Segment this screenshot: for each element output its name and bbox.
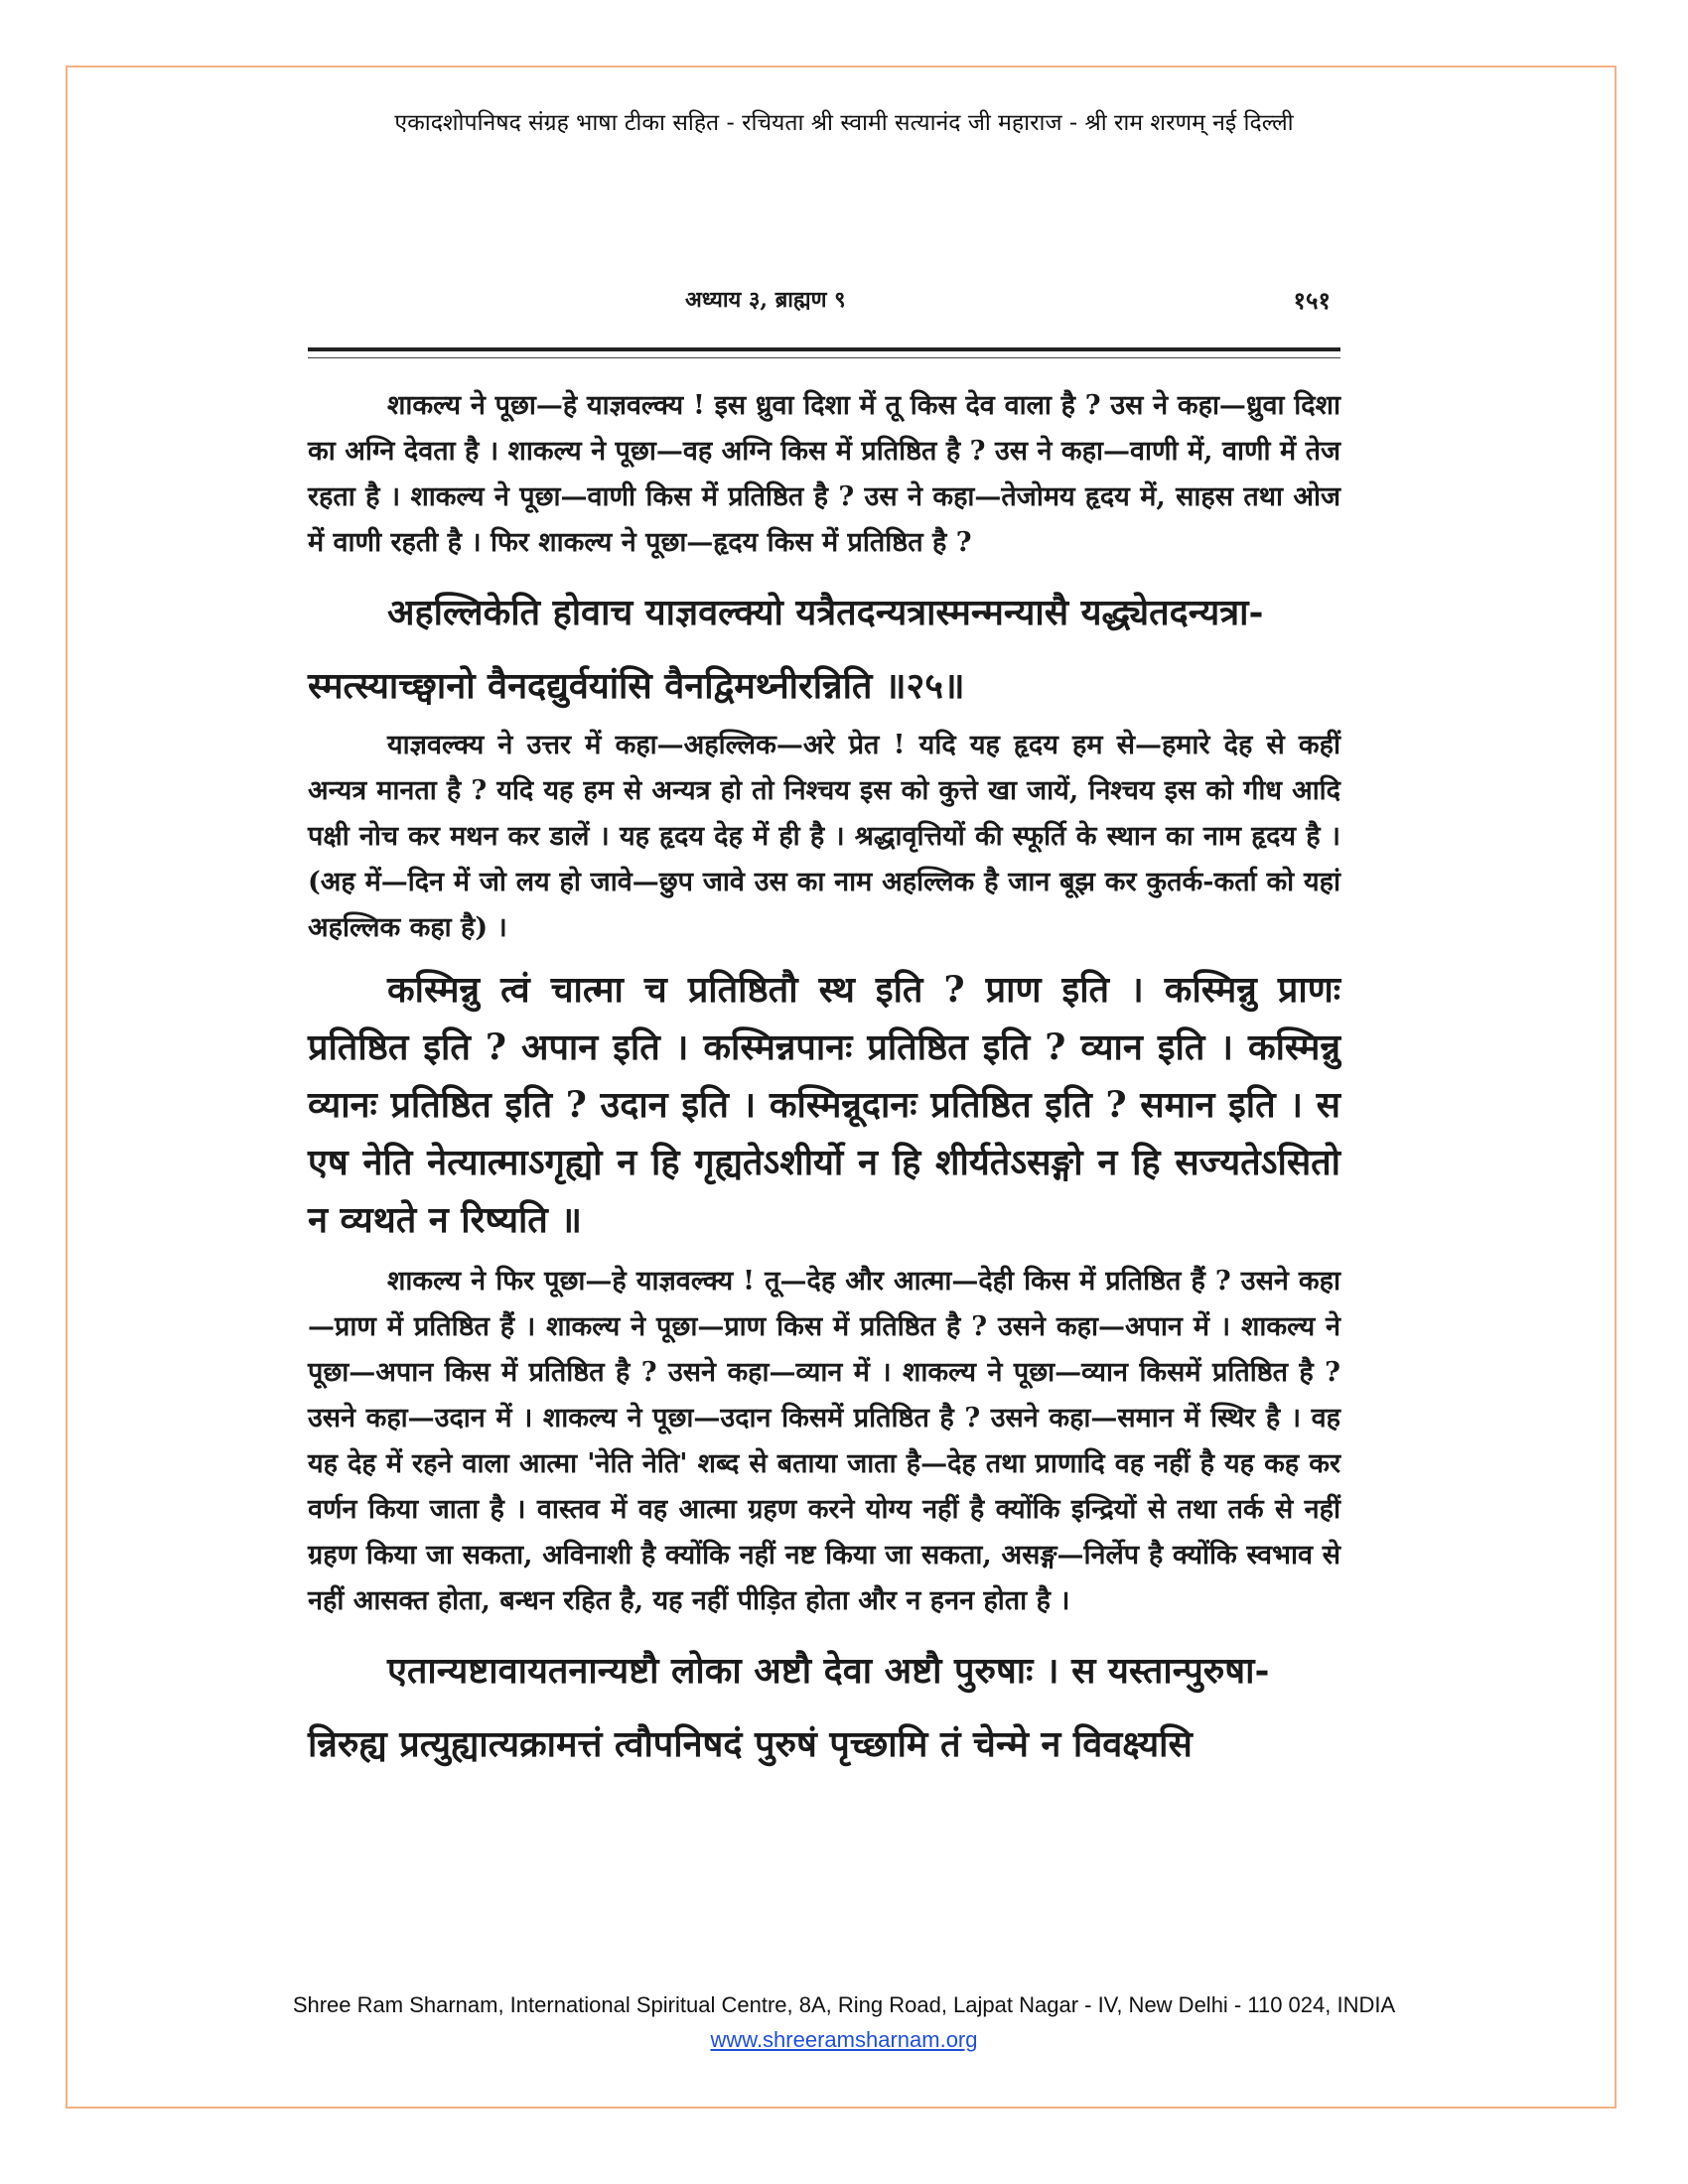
sanskrit-verse-line: स्मत्स्याच्छ्वानो वैनदद्युर्वयांसि वैनद्विमथ्नीरन्निति ॥२५॥ <box>308 665 965 707</box>
header-rule-thick <box>308 347 1340 351</box>
commentary-paragraph: याज्ञवल्क्य ने उत्तर में कहा—अहल्लिक—अरे प्रेत ! यदि यह हृदय हम से—हमारे देह से कहीं अन्यत्र मानता है ? यदि यह हम से अन्यत्र हो तो निश्चय इस को कुत्ते खा जायें, निश्चय इस को गीध आदि पक्षी नोच कर मथन कर डालें । यह हृदय देह में ही है । श्रद्धावृत्तियों की स्फूर्ति के स्थान का नाम हृदय है । (अह में—दिन में जो लय हो जावे—छुप जावे उस का नाम अहल्लिक है जान बूझ कर कुतर्क-कर्ता को यहां अहल्लिक कहा है) । <box>308 730 1340 943</box>
running-head: अध्याय ३, ब्राह्मण ९ <box>685 287 846 313</box>
sanskrit-verse-line: न्निरुह्य प्रत्युह्यात्यक्रामत्तं त्वौपनिषदं पुरुषं पृच्छामि तं चेन्मे न विवक्ष्यसि <box>308 1723 1193 1765</box>
sanskrit-verse-block: कस्मिन्नु त्वं चात्मा च प्रतिष्ठितौ स्थ इति ? प्राण इति । कस्मिन्नु प्राणः प्रतिष्ठित इति ? अपान इति । कस्मिन्नपानः प्रतिष्ठित इति ? व्यान इति । कस्मिन्नु व्यानः प्रतिष्ठित इति ? उदान इति । कस्मिन्नूदानः प्रतिष्ठित इति ? समान इति । स एष नेति नेत्यात्माऽगृह्यो न हि गृह्यतेऽशीर्यो न हि शीर्यतेऽसङ्गो न हि सज्यतेऽसितो न व्यथते न रिष्यति ॥ <box>308 969 1340 1241</box>
footer-address: Shree Ram Sharnam, International Spiritual Centre, 8A, Ring Road, Lajpat Nagar - IV, New Delhi - 110 024, INDIA <box>292 1992 1396 2017</box>
sanskrit-verse-line: अहल्लिकेति होवाच याज्ञवल्क्यो यत्रैतदन्यत्रास्मन्मन्यासै यद्ध्येतदन्यत्रा- <box>387 592 1264 633</box>
scanned-page <box>308 266 1340 1954</box>
commentary-paragraph: शाकल्य ने फिर पूछा—हे याज्ञवल्क्य ! तू—देह और आत्मा—देही किस में प्रतिष्ठित हैं ? उसने कहा—प्राण में प्रतिष्ठित हैं । शाकल्य ने पूछा—प्राण किस में प्रतिष्ठित है ? उसने कहा—अपान में । शाकल्य ने पूछा—अपान किस में प्रतिष्ठित है ? उसने कहा—व्यान में । शाकल्य ने पूछा—व्यान किसमें प्रतिष्ठित है ? उसने कहा—उदान में । शाकल्य ने पूछा—उदान किसमें प्रतिष्ठित है ? उसने कहा—समान में स्थिर है । वह यह देह में रहने वाला आत्मा 'नेति नेति' शब्द से बताया जाता है—देह तथा प्राणादि वह नहीं है यह कह कर वर्णन किया जाता है । वास्तव में वह आत्मा ग्रहण करने योग्य नहीं है क्योंकि इन्द्रियों से तथा तर्क से नहीं ग्रहण किया जा सकता, अविनाशी है क्योंकि नहीं नष्ट किया जा सकता, असङ्ग—निर्लेप है क्योंकि स्वभाव से नहीं आसक्त होता, बन्धन रहित है, यह नहीं पीड़ित होता और न हनन होता है । <box>308 1266 1340 1616</box>
page-header-title: एकादशोपनिषद संग्रह भाषा टीका सहित - रचियता श्री स्वामी सत्यानंद जी महाराज - श्री राम शरणम् नई दिल्ली <box>394 110 1294 136</box>
header-rule-thin <box>308 357 1340 358</box>
website-link[interactable]: www.shreeramsharnam.org <box>710 2027 978 2052</box>
page-body <box>308 383 1340 1781</box>
commentary-paragraph: शाकल्य ने पूछा—हे याज्ञवल्क्य ! इस ध्रुवा दिशा में तू किस देव वाला है ? उस ने कहा—ध्रुवा दिशा का अग्नि देवता है । शाकल्य ने पूछा—वह अग्नि किस में प्रतिष्ठित है ? उस ने कहा—वाणी में, वाणी में तेज रहता है । शाकल्य ने पूछा—वाणी किस में प्रतिष्ठित है ? उस ने कहा—तेजोमय हृदय में, साहस तथा ओज में वाणी रहती है । फिर शाकल्य ने पूछा—हृदय किस में प्रतिष्ठित है ? <box>308 390 1340 558</box>
page-number: १५१ <box>1293 286 1331 315</box>
sanskrit-verse-line: एतान्यष्टावायतनान्यष्टौ लोका अष्टौ देवा अष्टौ पुरुषाः । स यस्तान्पुरुषा- <box>387 1650 1270 1692</box>
